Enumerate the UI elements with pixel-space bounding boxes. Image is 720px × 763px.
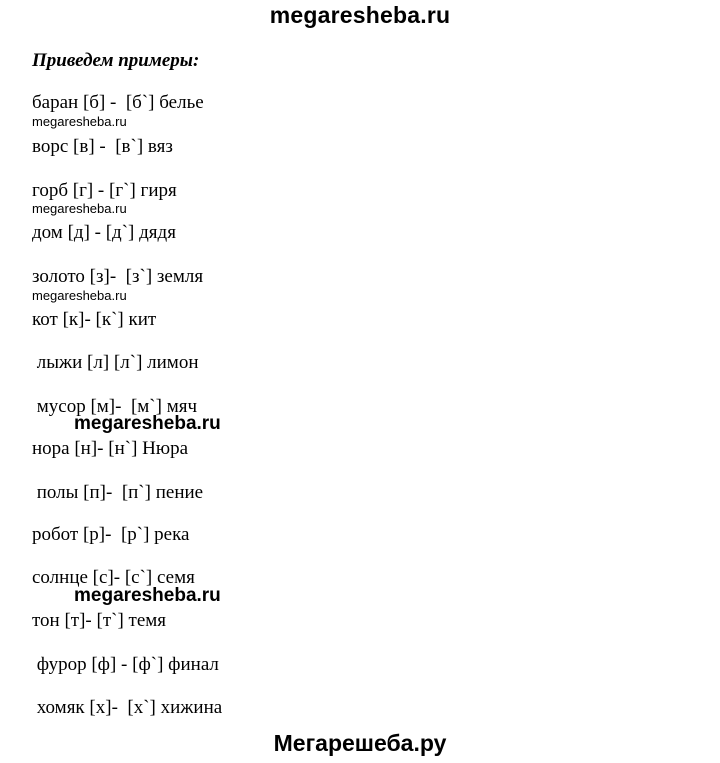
example-line: робот [р]- [р`] река: [32, 524, 190, 545]
example-line: мусор [м]- [м`] мяч: [32, 396, 198, 417]
section-heading: Приведем примеры:: [32, 50, 200, 71]
example-line: баран [б] - [б`] белье: [32, 92, 204, 113]
example-line: золото [з]- [з`] земля: [32, 266, 204, 287]
example-line: фурор [ф] - [ф`] финал: [32, 654, 219, 675]
example-line: горб [г] - [г`] гиря: [32, 180, 177, 201]
example-line: полы [п]- [п`] пение: [32, 482, 204, 503]
header-watermark: megaresheba.ru: [269, 2, 451, 28]
small-watermark: megaresheba.ru: [32, 288, 127, 303]
example-line: дом [д] - [д`] дядя: [32, 222, 176, 243]
small-watermark: megaresheba.ru: [32, 201, 127, 216]
example-line: солнце [с]- [с`] семя: [32, 567, 195, 588]
example-line: ворс [в] - [в`] вяз: [32, 136, 173, 157]
footer-watermark: Мегарешеба.ру: [273, 730, 447, 756]
example-line: кот [к]- [к`] кит: [32, 309, 157, 330]
example-line: лыжи [л] [л`] лимон: [32, 352, 199, 373]
example-line: нора [н]- [н`] Нюра: [32, 438, 188, 459]
big-watermark: megaresheba.ru: [74, 413, 221, 434]
example-line: хомяк [х]- [х`] хижина: [32, 697, 223, 718]
big-watermark: megaresheba.ru: [74, 585, 221, 606]
example-line: тон [т]- [т`] темя: [32, 610, 167, 631]
small-watermark: megaresheba.ru: [32, 114, 127, 129]
